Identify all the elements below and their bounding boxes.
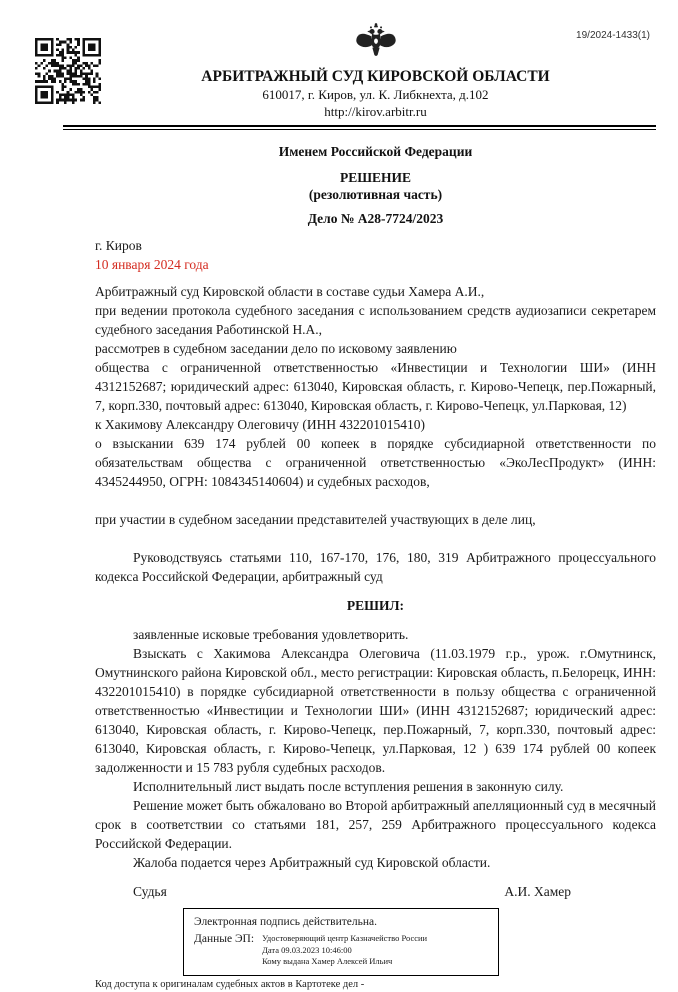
resolution-complaint: Жалоба подается через Арбитражный суд Кировской области. [133,855,491,870]
court-name: АРБИТРАЖНЫЙ СУД КИРОВСКОЙ ОБЛАСТИ [201,68,550,85]
paragraph-considered: рассмотрев в судебном заседании дело по исковому заявлению [95,341,457,356]
resolution-recover: Взыскать с Хакимова Александра Олеговича (11.03.1979 г.р., урож. г.Омутнинск, Омутнинского района Кировской обл., место регистрации: Кировская область, п.Белорецк, ИНН: 432201015410) в порядке субсидиарной ответственности в пользу общества с ограниченной ответственностью «Инвестиции и Технологии ШИ» (ИНН 4312152687; юридический адрес: 613040, Кировская область, г. Кирово-Чепецк, пер.Пожарный, 7, корп.330, почтовый адрес: 613040, Кировская область, г. Кирово-Чепецк, ул.Парковая, 12 ) 639 174 рублей 00 копеек задолженности и 15 783 рубля судебных расходов. [95,646,656,775]
resolution-appeal: Решение может быть обжаловано во Второй арбитражный апелляционный суд в месячный срок в соответствии со статьями 181, 257, 259 Арбитражного процессуального кодекса Российской Федерации. [95,798,656,851]
paragraph-participation: при участии в судебном заседании представителей участвующих в деле лиц, [95,512,536,527]
stamp-data-label: Данные ЭП: [194,933,255,945]
resolution-writ: Исполнительный лист выдать после вступления решения в законную силу. [133,779,564,794]
stamp-details [262,933,427,968]
resolution-satisfy: заявленные исковые требования удовлетворить. [133,627,409,642]
decision-date: 10 января 2024 года [95,257,209,272]
stamp-date: Дата 09.03.2023 10:46:00 [262,944,352,955]
heading-resolutive-part: (резолютивная часть) [308,187,443,202]
stamp-authority: Удостоверяющий центр Казначейство России [262,933,428,943]
judge-name: А.И. Хамер [504,884,571,899]
paragraph-protocol: при ведении протокола судебного заседания с использованием средств аудиозаписи секретарем судебного заседания Работинской Н.А., [95,303,656,337]
paragraph-guided-by: Руководствуясь статьями 110, 167-170, 176, 180, 319 Арбитражного процессуального кодекса Российской Федерации, арбитражный суд [95,550,656,584]
paragraph-plaintiff: общества с ограниченной ответственностью «Инвестиции и Технологии ШИ» (ИНН 4312152687; юридический адрес: 613040, Кировская область, г. Кирово-Чепецк, пер.Пожарный, 7, корп.330, почтовый адрес: 613040, Кировская область, г. Кирово-Чепецк, ул.Парковая, 12) [95,360,656,413]
document-number: 19/2024-1433(1) [576,30,650,41]
stamp-issued-to: Кому выдана Хамер Алексей Ильич [262,956,393,966]
russian-eagle-icon [353,22,399,64]
city-line: г. Киров [95,238,142,253]
resolved-heading: РЕШИЛ: [346,598,405,613]
signature-row [95,882,656,901]
heading-in-the-name: Именем Российской Федерации [278,144,473,159]
access-code-footer: Код доступа к оригиналам судебных актов в Картотеке дел - [95,978,365,990]
case-number: Дело № А28-7724/2023 [307,211,444,226]
judge-label: Судья [133,884,167,899]
stamp-valid-line: Электронная подпись действительна. [194,916,377,928]
header-divider [63,125,656,130]
paragraph-defendant: к Хакимову Александру Олеговичу (ИНН 432201015410) [95,417,425,432]
heading-decision: РЕШЕНИЕ [339,170,412,185]
paragraph-court-composition: Арбитражный суд Кировской области в составе судьи Хамера А.И., [95,284,485,299]
paragraph-claim: о взыскании 639 174 рублей 00 копеек в порядке субсидиарной ответственности по обязательствам общества с ограниченной ответственностью «ЭкоЛесПродукт» (ИНН: 4345244950, ОГРН: 1084345140604) и судебных расходов, [95,436,656,489]
electronic-signature-stamp [183,908,499,976]
qr-code-icon [35,38,101,104]
court-address: 610017, г. Киров, ул. К. Либкнехта, д.102 [262,87,489,102]
coat-of-arms [95,0,656,64]
court-website: http://kirov.arbitr.ru [324,104,427,119]
